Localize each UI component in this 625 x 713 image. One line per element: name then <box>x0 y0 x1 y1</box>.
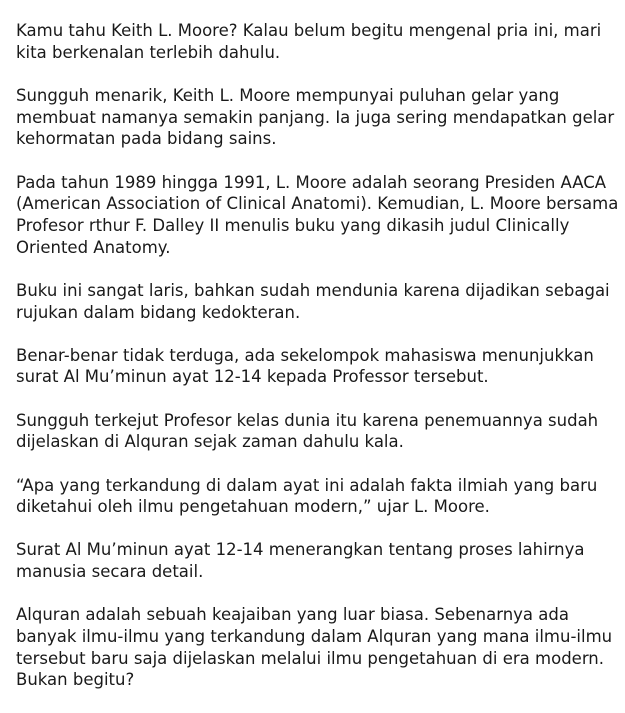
paragraph-students <box>16 345 616 388</box>
text-line: manusia secara detail. <box>16 562 204 582</box>
text-line: Sungguh terkejut Profesor kelas dunia itu karena penemuannya sudah <box>16 410 599 430</box>
text-line: “Apa yang terkandung di dalam ayat ini adalah fakta ilmiah yang baru <box>16 475 598 495</box>
text-line: Buku ini sangat laris, bahkan sudah mendunia karena dijadikan sebagai <box>16 280 610 300</box>
paragraph-aaca <box>16 172 619 259</box>
paragraph-degrees <box>16 85 616 150</box>
text-line: diketahui oleh ilmu pengetahuan modern,” ujar L. Moore. <box>16 497 490 517</box>
text-line: Profesor rthur F. Dalley II menulis buku yang dikasih judul Clinically <box>16 215 570 235</box>
text-line: banyak ilmu-ilmu yang terkandung dalam Alquran yang mana ilmu-ilmu <box>16 627 613 647</box>
article-body <box>16 20 619 713</box>
text-line: surat Al Mu’minun ayat 12-14 kepada Professor tersebut. <box>16 367 489 387</box>
text-line: membuat namanya semakin panjang. Ia juga sering mendapatkan gelar <box>16 107 615 127</box>
text-line: Bukan begitu? <box>16 670 135 690</box>
text-line: (American Association of Clinical Anatomi). Kemudian, L. Moore bersama <box>16 194 619 214</box>
paragraph-surah <box>16 539 616 582</box>
paragraph-book <box>16 280 616 323</box>
paragraph-intro <box>16 20 616 63</box>
paragraph-conclusion <box>16 604 616 691</box>
text-line: kita berkenalan terlebih dahulu. <box>16 42 281 62</box>
text-line: rujukan dalam bidang kedokteran. <box>16 302 301 322</box>
text-line: Surat Al Mu’minun ayat 12-14 menerangkan tentang proses lahirnya <box>16 540 585 560</box>
text-line: kehormatan pada bidang sains. <box>16 129 277 149</box>
text-line: Alquran adalah sebuah keajaiban yang luar biasa. Sebenarnya ada <box>16 605 569 625</box>
text-line: Benar-benar tidak terduga, ada sekelompok mahasiswa menunjukkan <box>16 345 594 365</box>
text-line: Kamu tahu Keith L. Moore? Kalau belum begitu mengenal pria ini, mari <box>16 21 602 40</box>
paragraph-surprised <box>16 410 616 453</box>
paragraph-quote <box>16 475 616 518</box>
text-line: tersebut baru saja dijelaskan melalui ilmu pengetahuan di era modern. <box>16 648 605 668</box>
text-line: Oriented Anatomy. <box>16 237 171 257</box>
text-line: dijelaskan di Alquran sejak zaman dahulu kala. <box>16 432 404 452</box>
text-line: Sungguh menarik, Keith L. Moore mempunyai puluhan gelar yang <box>16 85 560 105</box>
text-line: Pada tahun 1989 hingga 1991, L. Moore adalah seorang Presiden AACA <box>16 172 607 192</box>
